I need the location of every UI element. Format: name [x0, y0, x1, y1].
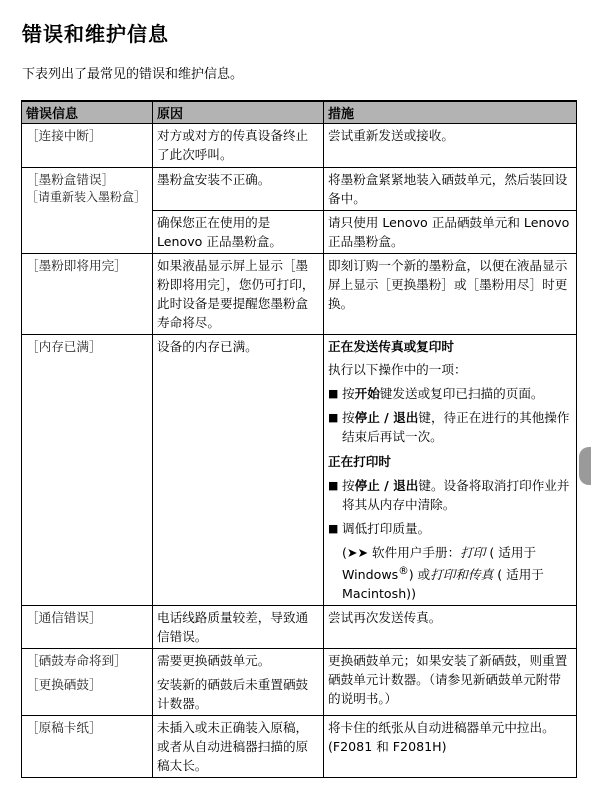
key-name: 停止 / 退出: [354, 478, 419, 493]
bullet-square-icon: ■: [328, 387, 339, 400]
reference-italic: 打印: [460, 545, 486, 560]
key-name: 停止 / 退出: [354, 410, 419, 425]
error-cause: 确保您正在使用的是 Lenovo 正品墨粉盒。: [153, 211, 324, 254]
bullet-text: 键。设备将取消打印作业并将其从内存中清除。: [342, 478, 570, 512]
table-row: [22, 168, 577, 211]
error-cause: 墨粉盒安装不正确。: [153, 168, 324, 211]
key-name: 开始: [354, 386, 380, 401]
manual-reference: [328, 543, 572, 603]
table-header-row: [22, 101, 577, 124]
message-line: ［请重新装入墨粉盒］: [26, 190, 147, 204]
bullet-square-icon: ■: [328, 522, 339, 535]
table-row: [22, 716, 577, 778]
bullet-text: 键发送或复印已扫描的页面。: [379, 386, 544, 401]
error-action: 将卡住的纸张从自动进稿器单元中拉出。(F2081 和 F2081H): [324, 716, 577, 778]
bullet-text: 键，待正在进行的其他操作结束后再试一次。: [342, 410, 570, 444]
bullet-square-icon: ■: [328, 479, 339, 492]
error-message: [22, 168, 153, 254]
action-text: 执行以下操作中的一项：: [328, 362, 467, 377]
error-cause: 设备的内存已满。: [153, 335, 324, 606]
table-row: [22, 606, 577, 649]
error-cause: 电话线路质量较差，导致通信错误。: [153, 606, 324, 649]
error-action: 将墨粉盒紧紧地装入硒鼓单元，然后装回设备中。: [324, 168, 577, 211]
table-row: [22, 124, 577, 168]
message-line: ［硒鼓寿命将到］: [26, 653, 127, 669]
reference-text: ) 或: [408, 567, 431, 583]
reference-text: (➤➤ 软件用户手册：: [342, 545, 461, 560]
error-action: 尝试再次发送传真。: [324, 606, 577, 649]
error-action: 即刻订购一个新的墨粉盒，以便在液晶显示屏上显示［更换墨粉］或［墨粉用尽］时更换。: [324, 254, 577, 335]
intro-text: 下表列出了最常见的错误和维护信息。: [22, 67, 244, 82]
reference-italic: 打印和传真: [430, 567, 494, 583]
message-line: ［墨粉盒错误］: [26, 172, 115, 187]
error-message: [22, 649, 153, 716]
table-row: [22, 335, 577, 606]
bullet-text: 按: [342, 386, 355, 401]
cause-line: 需要更换硒鼓单元。: [157, 653, 271, 669]
error-message: ［通信错误］: [22, 606, 153, 649]
header-message: 错误信息: [22, 101, 153, 124]
message-line: ［更换硒鼓］: [26, 677, 102, 693]
error-message: ［原稿卡纸］: [22, 716, 153, 778]
bullet-text: 调低打印质量。: [342, 521, 431, 536]
table-row: [22, 254, 577, 335]
action-heading: 正在打印时: [328, 454, 391, 469]
error-message: ［连接中断］: [22, 124, 153, 168]
error-cause: 对方或对方的传真设备终止了此次呼叫。: [153, 124, 324, 168]
error-message: ［墨粉即将用完］: [22, 254, 153, 335]
header-action: 措施: [324, 101, 577, 124]
action-bullet: [328, 408, 572, 446]
error-cause: 未插入或未正确装入原稿，或者从自动进稿器扫描的原稿太长。: [153, 716, 324, 778]
action-bullet: [328, 476, 572, 514]
reference-text: ( 适用于 Macintosh)): [342, 567, 544, 602]
table-row: [22, 649, 577, 716]
error-message: ［内存已满］: [22, 335, 153, 606]
error-cause: [153, 649, 324, 716]
error-action: [324, 335, 577, 606]
error-action: 请只使用 Lenovo 正品硒鼓单元和 Lenovo 正品墨粉盒。: [324, 211, 577, 254]
error-cause: 如果液晶显示屏上显示［墨粉即将用完］，您仍可打印，此时设备是要提醒您墨粉盒寿命将尽。: [153, 254, 324, 335]
chapter-tab: [579, 447, 591, 485]
error-action: 尝试重新发送或接收。: [324, 124, 577, 168]
action-bullet: [328, 519, 572, 538]
page-title: 错误和维护信息: [22, 22, 169, 46]
error-table: [21, 100, 577, 778]
bullet-text: 按: [342, 478, 355, 493]
error-action: 更换硒鼓单元；如果安装了新硒鼓，则重置硒鼓单元计数器。（请参见新硒鼓单元附带的说明书。）: [324, 649, 577, 716]
cause-line: 安装新的硒鼓后未重置硒鼓计数器。: [157, 677, 309, 712]
registered-mark: ®: [398, 565, 409, 577]
bullet-text: 按: [342, 410, 355, 425]
header-cause: 原因: [153, 101, 324, 124]
reference-text: ( 适用于 Windows: [342, 545, 537, 583]
bullet-square-icon: ■: [328, 411, 339, 424]
action-heading: 正在发送传真或复印时: [328, 339, 454, 354]
action-bullet: [328, 384, 572, 403]
